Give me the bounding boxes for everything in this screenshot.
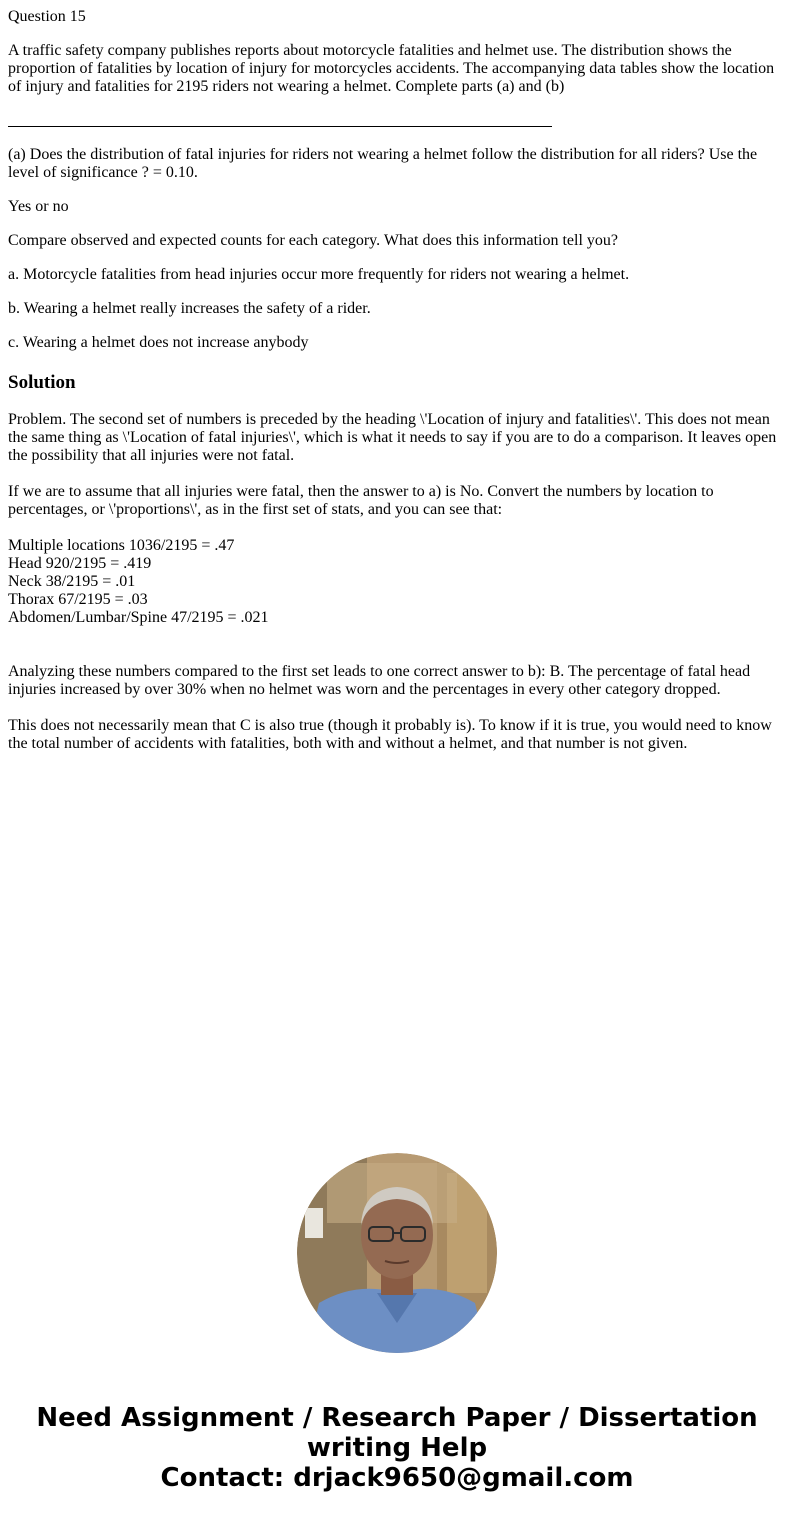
solution-paragraph-3: Analyzing these numbers compared to the first set leads to one correct answer to b): B. The percentage of fatal head injuries increased by over 30% when no helmet was worn and the percentages in every other category dropped. [8,663,751,698]
solution-paragraph-4: This does not necessarily mean that C is also true (though it probably is). To know if it is true, you would need to know the total number of accidents with fatalities, both with and without a helmet, and that number is not given. [8,717,772,752]
solution-heading: Solution [8,372,76,393]
option-c: c. Wearing a helmet does not increase anybody [8,334,309,351]
yes-no-prompt: Yes or no [8,198,69,215]
part-a-question: (a) Does the distribution of fatal injuries for riders not wearing a helmet follow the distribution for all riders? Use the level of significance ? = 0.10. [8,146,758,181]
author-portrait-icon [297,1153,497,1353]
compare-prompt: Compare observed and expected counts for each category. What does this information tell you? [8,232,619,249]
divider-line [8,126,552,127]
stat-multiple-locations: Multiple locations 1036/2195 = .47 [8,537,235,554]
promo-banner [0,1403,794,1493]
solution-paragraph-2: If we are to assume that all injuries were fatal, then the answer to a) is No. Convert the numbers by location to percentages, or \'proportions\', as in the first set of stats, and you can see that: [8,483,714,518]
stat-abdomen-lumbar-spine: Abdomen/Lumbar/Spine 47/2195 = .021 [8,609,269,626]
solution-paragraph-1: Problem. The second set of numbers is preceded by the heading \'Location of injury and fatalities\'. This does not mean the same thing as \'Location of fatal injuries\', which is what it needs to say if you are to do a comparison. It leaves open the possibility that all injuries were not fatal. [8,411,777,464]
banner-line-2: writing Help [306,1433,488,1463]
stat-neck: Neck 38/2195 = .01 [8,573,136,590]
stat-thorax: Thorax 67/2195 = .03 [8,591,148,608]
stats-list [8,537,269,627]
stat-head: Head 920/2195 = .419 [8,555,152,572]
option-a: a. Motorcycle fatalities from head injuries occur more frequently for riders not wearing a helmet. [8,266,630,283]
question-intro: A traffic safety company publishes reports about motorcycle fatalities and helmet use. The distribution shows the proportion of fatalities by location of injury for motorcycles accidents. The accompanying data tables show the location of injury and fatalities for 2195 riders not wearing a helmet. Complete parts (a) and (b) [8,42,775,95]
question-title: Question 15 [8,8,86,25]
option-b: b. Wearing a helmet really increases the safety of a rider. [8,300,371,317]
author-photo [297,1153,497,1353]
banner-line-1: Need Assignment / Research Paper / Dissertation [36,1403,758,1433]
banner-contact: Contact: drjack9650@gmail.com [160,1463,634,1493]
